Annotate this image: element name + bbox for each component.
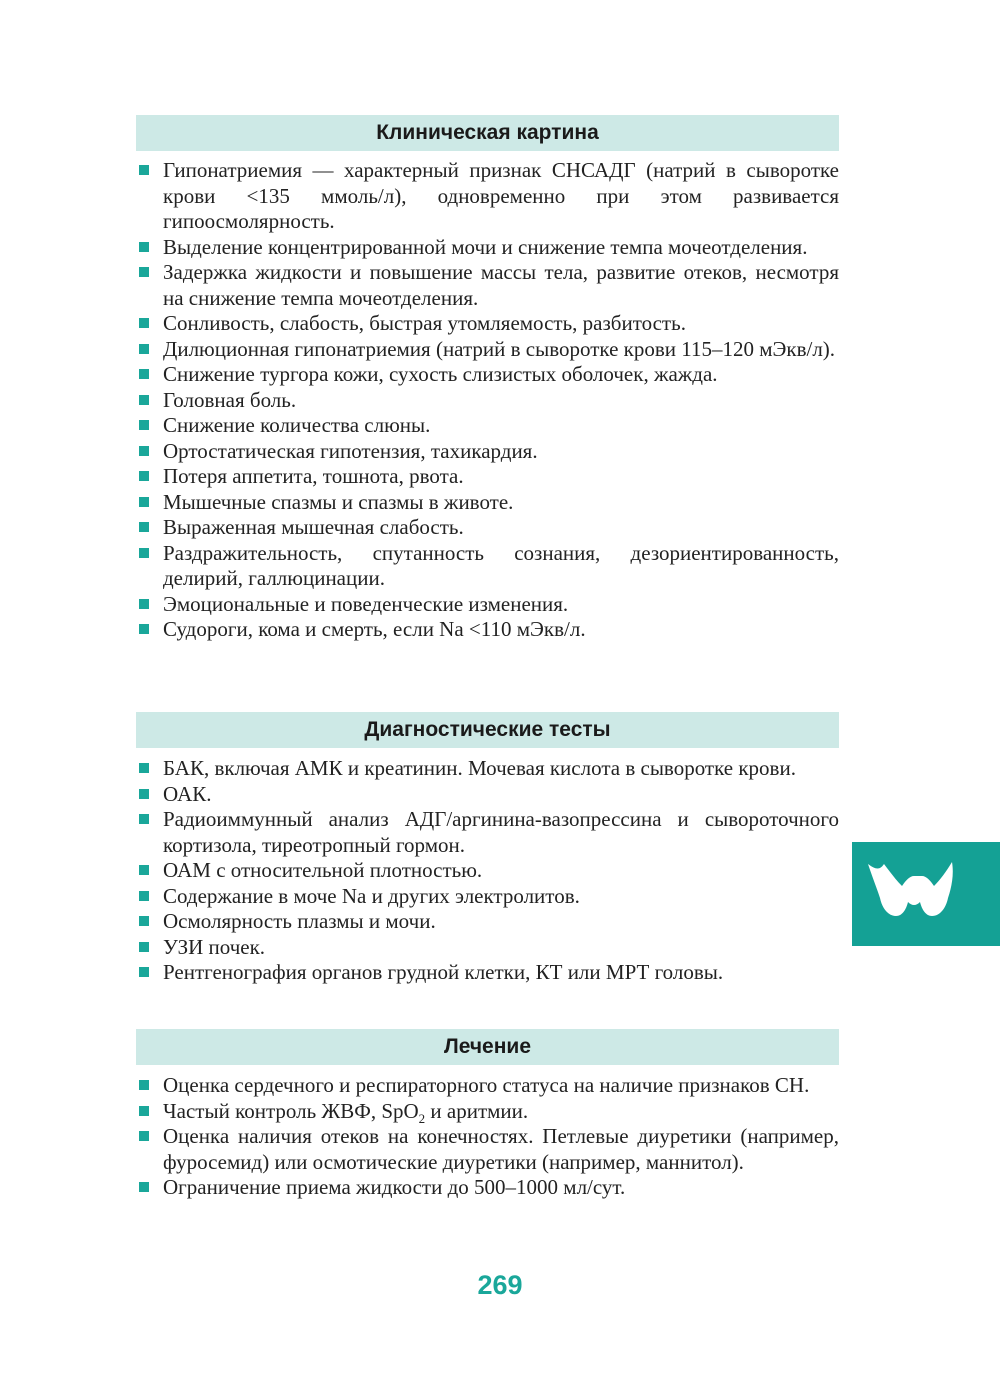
bullet-icon [139, 497, 149, 507]
list-item: Ограничение приема жидкости до 500–1000 мл/сут. [136, 1175, 839, 1201]
list-item: Эмоциональные и поведенческие изменения. [136, 592, 839, 618]
list-item: Рентгенография органов грудной клетки, КТ или МРТ головы. [136, 960, 839, 986]
bullet-icon [139, 522, 149, 532]
list-item: Сонливость, слабость, быстрая утомляемость, разбитость. [136, 311, 839, 337]
bullet-icon [139, 344, 149, 354]
bullet-icon [139, 814, 149, 824]
list-item: Осмолярность плазмы и мочи. [136, 909, 839, 935]
bullet-icon [139, 446, 149, 456]
bullet-icon [139, 548, 149, 558]
list-item: Судороги, кома и смерть, если Na <110 мЭкв/л. [136, 617, 839, 643]
bullet-icon [139, 165, 149, 175]
bullet-icon [139, 891, 149, 901]
list-item: УЗИ почек. [136, 935, 839, 961]
list-item: Гипонатриемия — характерный признак СНСАДГ (натрий в сыворотке крови <135 ммоль/л), одновременно при этом развивается гипоосмолярность. [136, 158, 839, 235]
bullet-icon [139, 242, 149, 252]
bullet-icon [139, 471, 149, 481]
list-item: БАК, включая АМК и креатинин. Мочевая кислота в сыворотке крови. [136, 756, 839, 782]
bullet-icon [139, 865, 149, 875]
list-item: Выраженная мышечная слабость. [136, 515, 839, 541]
bullet-icon [139, 1131, 149, 1141]
list-item: Дилюционная гипонатриемия (натрий в сыворотке крови 115–120 мЭкв/л). [136, 337, 839, 363]
clinical-list [136, 158, 839, 643]
bullet-icon [139, 420, 149, 430]
bullet-icon [139, 1080, 149, 1090]
bullet-icon [139, 942, 149, 952]
bullet-icon [139, 369, 149, 379]
list-item: Раздражительность, спутанность сознания, дезориентированность, делирий, галлюцинации. [136, 541, 839, 592]
list-item: Оценка сердечного и респираторного статуса на наличие признаков СН. [136, 1073, 839, 1099]
list-item: Головная боль. [136, 388, 839, 414]
bullet-icon [139, 763, 149, 773]
list-item: Содержание в моче Na и других электролитов. [136, 884, 839, 910]
list-item: Мышечные спазмы и спазмы в животе. [136, 490, 839, 516]
section-header-clinical [136, 115, 839, 151]
section-title: Клиническая картина [376, 121, 599, 144]
bullet-icon [139, 1182, 149, 1192]
bullet-icon [139, 318, 149, 328]
section-header-treatment [136, 1029, 839, 1065]
list-item: Задержка жидкости и повышение массы тела, развитие отеков, несмотря на снижение темпа мочеотделения. [136, 260, 839, 311]
list-item: Радиоиммунный анализ АДГ/аргинина-вазопрессина и сывороточного кортизола, тиреотропный гормон. [136, 807, 839, 858]
list-item: Ортостатическая гипотензия, тахикардия. [136, 439, 839, 465]
section-header-diagnostics [136, 712, 839, 748]
list-item: ОАМ с относительной плотностью. [136, 858, 839, 884]
bullet-icon [139, 967, 149, 977]
section-title: Диагностические тесты [364, 718, 611, 741]
bullet-icon [139, 267, 149, 277]
bullet-icon [139, 395, 149, 405]
bullet-icon [139, 624, 149, 634]
page-number: 269 [477, 1270, 523, 1300]
bullet-icon [139, 599, 149, 609]
diagnostics-list [136, 756, 839, 986]
thyroid-icon [852, 842, 1000, 946]
list-item: Снижение количества слюны. [136, 413, 839, 439]
list-item: Оценка наличия отеков на конечностях. Петлевые диуретики (например, фуросемид) или осмотические диуретики (например, маннитол). [136, 1124, 839, 1175]
section-title: Лечение [443, 1035, 532, 1058]
list-item: ОАК. [136, 782, 839, 808]
bullet-icon [139, 789, 149, 799]
bullet-icon [139, 916, 149, 926]
list-item: Выделение концентрированной мочи и снижение темпа мочеотделения. [136, 235, 839, 261]
chapter-side-tab [852, 842, 1000, 946]
list-item: Снижение тургора кожи, сухость слизистых оболочек, жажда. [136, 362, 839, 388]
treatment-list [136, 1073, 839, 1201]
list-item: Потеря аппетита, тошнота, рвота. [136, 464, 839, 490]
bullet-icon [139, 1106, 149, 1116]
list-item: Частый контроль ЖВФ, SpO$_2$ и аритмии. [136, 1099, 839, 1125]
